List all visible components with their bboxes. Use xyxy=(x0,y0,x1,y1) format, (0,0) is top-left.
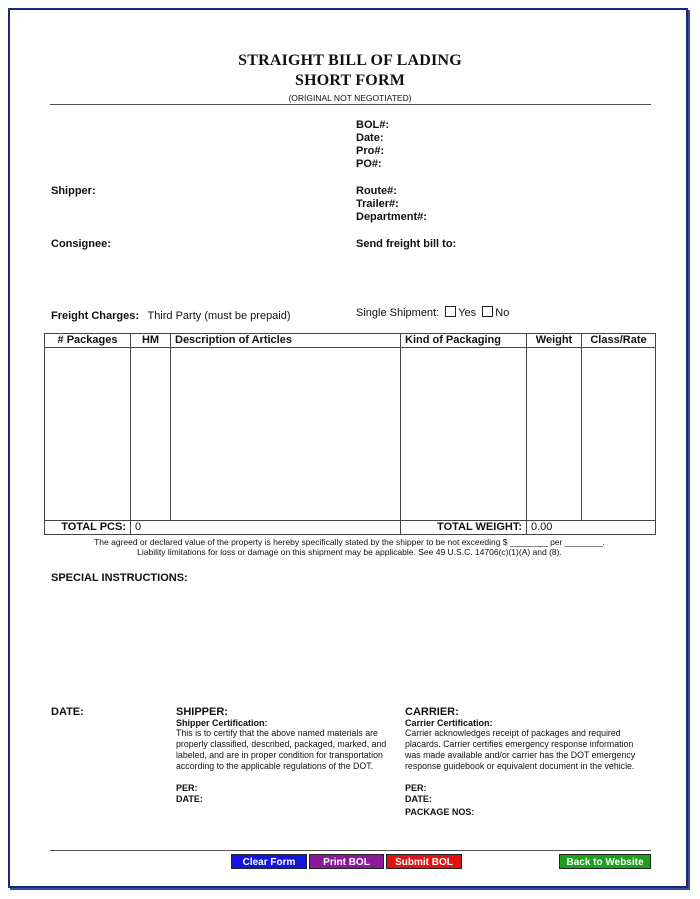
single-shipment-label: Single Shipment: xyxy=(356,307,440,319)
hm-cell[interactable] xyxy=(131,348,171,521)
shipper-cert-text: This is to certify that the above named materials are properly classified, described, packaged, marked, and labeled, and are in proper condition for transportation according to the applicable regulations of the DOT. xyxy=(176,728,387,771)
send-bill-label: Send freight bill to: xyxy=(356,238,457,250)
special-instructions-label: SPECIAL INSTRUCTIONS: xyxy=(51,572,188,584)
shipper-certification xyxy=(176,706,390,772)
col-packaging: Kind of Packaging xyxy=(401,334,527,348)
packages-cell[interactable] xyxy=(45,348,131,521)
department-label: Department#: xyxy=(356,211,427,223)
yes-checkbox[interactable] xyxy=(445,306,456,317)
carrier-date-label: DATE: xyxy=(405,794,432,804)
shipper-label: Shipper: xyxy=(51,185,96,197)
col-hm: HM xyxy=(131,334,171,348)
print-bol-button[interactable]: Print BOL xyxy=(309,854,384,869)
class-rate-cell[interactable] xyxy=(582,348,656,521)
weight-cell[interactable] xyxy=(527,348,582,521)
col-class-rate: Class/Rate xyxy=(582,334,656,348)
back-to-website-button[interactable]: Back to Website xyxy=(559,854,651,869)
description-cell[interactable] xyxy=(171,348,401,521)
freight-value: Third Party (must be prepaid) xyxy=(147,310,291,322)
date-signature-label: DATE: xyxy=(51,706,84,718)
total-pcs-label: TOTAL PCS: xyxy=(45,521,131,535)
total-pcs-value[interactable]: 0 xyxy=(131,521,401,535)
table-row xyxy=(45,348,656,521)
date-label: Date: xyxy=(356,132,384,144)
totals-row xyxy=(45,521,656,535)
table-header-row xyxy=(45,334,656,348)
doc-note: (ORIGINAL NOT NEGOTIATED) xyxy=(288,93,412,103)
trailer-label: Trailer#: xyxy=(356,198,399,210)
doc-subtitle-form: SHORT FORM xyxy=(294,72,406,89)
liability-text: Liability limitations for loss or damage on this shipment may be applicable. See 49 U.S.C. 14706(c)(1)(A) and (8). xyxy=(137,547,562,557)
packaging-cell[interactable] xyxy=(401,348,527,521)
shipper-cert-subheading: Shipper Certification: xyxy=(176,718,268,728)
shipper-heading: SHIPPER: xyxy=(176,706,228,718)
package-nos-label: PACKAGE NOS: xyxy=(405,807,475,817)
bol-label: BOL#: xyxy=(356,119,389,131)
footer-rule xyxy=(50,850,651,851)
pro-label: Pro#: xyxy=(356,145,385,157)
col-packages: # Packages xyxy=(45,334,131,348)
total-weight-value[interactable]: 0.00 xyxy=(527,521,656,535)
doc-title: STRAIGHT BILL OF LADING xyxy=(238,52,462,69)
single-shipment xyxy=(356,306,509,319)
submit-bol-button[interactable]: Submit BOL xyxy=(386,854,462,869)
route-label: Route#: xyxy=(356,185,397,197)
carrier-cert-text: Carrier acknowledges receipt of packages and required placards. Carrier certifies emergency response information was made available and/or carrier has the DOT emergency response guidebook or equivalent document in the vehicle. xyxy=(405,728,636,771)
shipper-date-label: DATE: xyxy=(176,794,203,804)
shipper-per-label: PER: xyxy=(176,783,198,793)
col-description: Description of Articles xyxy=(171,334,401,348)
carrier-certification xyxy=(405,706,641,772)
header-rule xyxy=(50,104,651,105)
no-label: No xyxy=(495,307,510,319)
carrier-per-label: PER: xyxy=(405,783,427,793)
po-label: PO#: xyxy=(356,158,382,170)
goods-table xyxy=(44,333,656,535)
total-weight-label: TOTAL WEIGHT: xyxy=(401,521,527,535)
clear-form-button[interactable]: Clear Form xyxy=(231,854,307,869)
carrier-cert-subheading: Carrier Certification: xyxy=(405,718,493,728)
no-checkbox[interactable] xyxy=(482,306,493,317)
consignee-label: Consignee: xyxy=(51,238,111,250)
freight-charges xyxy=(51,306,291,324)
freight-label: Freight Charges: xyxy=(51,310,140,322)
col-weight: Weight xyxy=(527,334,582,348)
declared-value-text: The agreed or declared value of the property is hereby specifically stated by the shipper to be not exceeding $ ________ per ________. xyxy=(94,537,605,547)
yes-label: Yes xyxy=(458,307,477,319)
carrier-heading: CARRIER: xyxy=(405,706,459,718)
